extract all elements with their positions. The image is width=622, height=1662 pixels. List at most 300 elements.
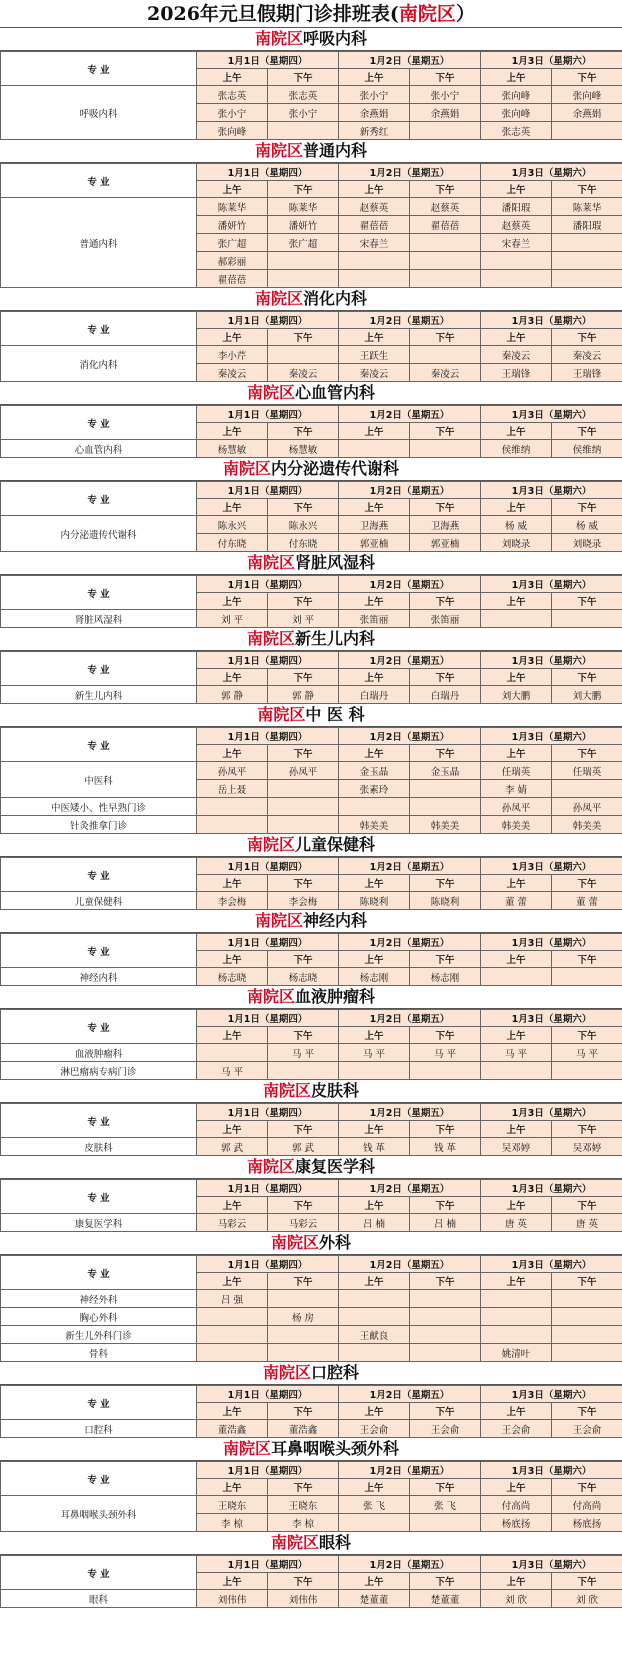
department-title (0, 140, 622, 163)
doctor-cell: 郭亚楠 (410, 534, 481, 552)
doctor-cell: 吕 楠 (339, 1214, 410, 1232)
doctor-cell: 楚董董 (410, 1590, 481, 1608)
morning-header: 上午 (481, 1121, 552, 1138)
specialty-header: 专 业 (1, 406, 197, 440)
morning-header: 上午 (339, 499, 410, 516)
date-header: 1月3日（星期六） (481, 312, 622, 329)
table-row (1, 1420, 622, 1438)
morning-header: 上午 (339, 1479, 410, 1496)
date-header: 1月3日（星期六） (481, 406, 622, 423)
doctor-cell: 付高尚 (481, 1496, 552, 1514)
date-header: 1月3日（星期六） (481, 1104, 622, 1121)
specialty-header: 专 业 (1, 1556, 197, 1590)
campus-label: 南院区 (254, 911, 303, 930)
doctor-cell: 李小芹 (197, 346, 268, 364)
specialty-cell: 呼吸内科 (1, 86, 197, 140)
doctor-cell (481, 1308, 552, 1326)
doctor-cell: 孙凤平 (552, 798, 622, 816)
morning-header: 上午 (481, 669, 552, 686)
doctor-cell: 张志英 (268, 86, 339, 104)
schedule-table (0, 1461, 622, 1532)
department-block (0, 1362, 622, 1438)
morning-header: 上午 (197, 1197, 268, 1214)
department-title (0, 1156, 622, 1179)
doctor-cell: 王会俞 (481, 1420, 552, 1438)
department-title (0, 1232, 622, 1255)
doctor-cell: 新秀红 (339, 122, 410, 140)
table-row (1, 1290, 622, 1308)
morning-header: 上午 (481, 423, 552, 440)
afternoon-header: 下午 (552, 1273, 622, 1290)
doctor-cell: 唐 英 (481, 1214, 552, 1232)
doctor-cell (339, 1514, 410, 1532)
doctor-cell: 金玉晶 (410, 762, 481, 780)
department-name: 眼科 (319, 1533, 352, 1552)
doctor-cell (481, 1062, 552, 1080)
afternoon-header: 下午 (552, 593, 622, 610)
doctor-cell (268, 1062, 339, 1080)
campus-label: 南院区 (270, 1533, 319, 1552)
department-name: 中 医 科 (305, 705, 365, 724)
date-header: 1月3日（星期六） (481, 164, 622, 181)
doctor-cell: 白瑞丹 (410, 686, 481, 704)
morning-header: 上午 (481, 181, 552, 198)
doctor-cell (339, 798, 410, 816)
doctor-cell (339, 440, 410, 458)
doctor-cell (339, 252, 410, 270)
doctor-cell: 白瑞丹 (339, 686, 410, 704)
doctor-cell: 卫海燕 (410, 516, 481, 534)
table-row (1, 516, 622, 534)
schedule-table (0, 311, 622, 382)
doctor-cell (552, 1290, 622, 1308)
morning-header: 上午 (339, 745, 410, 762)
department-block (0, 458, 622, 552)
doctor-cell: 郝彩丽 (197, 252, 268, 270)
department-block (0, 1156, 622, 1232)
schedule-table (0, 1009, 622, 1080)
department-title (0, 1532, 622, 1555)
doctor-cell (552, 780, 622, 798)
afternoon-header: 下午 (552, 951, 622, 968)
specialty-header: 专 业 (1, 312, 197, 346)
doctor-cell: 韩美美 (410, 816, 481, 834)
afternoon-header: 下午 (552, 745, 622, 762)
doctor-cell: 马 平 (410, 1044, 481, 1062)
specialty-cell: 内分泌遗传代谢科 (1, 516, 197, 552)
table-row (1, 892, 622, 910)
campus-label: 南院区 (254, 289, 303, 308)
department-block (0, 1438, 622, 1532)
doctor-cell: 卫海燕 (339, 516, 410, 534)
specialty-cell: 骨科 (1, 1344, 197, 1362)
doctor-cell: 张向峰 (197, 122, 268, 140)
morning-header: 上午 (197, 499, 268, 516)
doctor-cell: 董浩鑫 (268, 1420, 339, 1438)
doctor-cell: 陈莱华 (268, 198, 339, 216)
doctor-cell: 翟蓓蓓 (339, 216, 410, 234)
afternoon-header: 下午 (268, 69, 339, 86)
doctor-cell: 张向峰 (481, 86, 552, 104)
department-block (0, 704, 622, 834)
morning-header: 上午 (197, 181, 268, 198)
doctor-cell: 吴邓婷 (552, 1138, 622, 1156)
doctor-cell (197, 1308, 268, 1326)
date-header: 1月2日（星期五） (339, 1104, 481, 1121)
doctor-cell: 郭 静 (268, 686, 339, 704)
afternoon-header: 下午 (410, 423, 481, 440)
doctor-cell: 杨 房 (268, 1308, 339, 1326)
doctor-cell (197, 1326, 268, 1344)
table-row (1, 198, 622, 216)
date-header: 1月2日（星期五） (339, 1180, 481, 1197)
doctor-cell: 潘妍竹 (268, 216, 339, 234)
morning-header: 上午 (197, 1573, 268, 1590)
schedule-table (0, 163, 622, 288)
page-title (0, 0, 622, 28)
doctor-cell: 杨志刚 (410, 968, 481, 986)
title-prefix: 2026年元旦假期门诊排班表( (147, 3, 399, 25)
doctor-cell (552, 1308, 622, 1326)
doctor-cell: 王晓东 (197, 1496, 268, 1514)
specialty-cell: 新生儿外科门诊 (1, 1326, 197, 1344)
doctor-cell: 潘阳瑕 (481, 198, 552, 216)
morning-header: 上午 (197, 593, 268, 610)
doctor-cell: 陈晓利 (339, 892, 410, 910)
doctor-cell (268, 270, 339, 288)
doctor-cell: 金玉晶 (339, 762, 410, 780)
specialty-header: 专 业 (1, 1256, 197, 1290)
doctor-cell: 董浩鑫 (197, 1420, 268, 1438)
campus-label: 南院区 (222, 1439, 271, 1458)
doctor-cell: 秦凌云 (410, 364, 481, 382)
afternoon-header: 下午 (268, 181, 339, 198)
doctor-cell: 杨慧敏 (268, 440, 339, 458)
doctor-cell: 郭 静 (197, 686, 268, 704)
campus-label: 南院区 (246, 835, 295, 854)
doctor-cell (410, 1326, 481, 1344)
doctor-cell (410, 1290, 481, 1308)
department-block (0, 140, 622, 288)
table-row (1, 1214, 622, 1232)
table-row (1, 346, 622, 364)
doctor-cell (481, 252, 552, 270)
schedule-table (0, 727, 622, 834)
doctor-cell: 刘伟伟 (197, 1590, 268, 1608)
department-title (0, 1080, 622, 1103)
specialty-cell: 耳鼻咽喉头颈外科 (1, 1496, 197, 1532)
date-header: 1月2日（星期五） (339, 1010, 481, 1027)
doctor-cell (268, 122, 339, 140)
department-title (0, 28, 622, 51)
specialty-header: 专 业 (1, 934, 197, 968)
doctor-cell (552, 1344, 622, 1362)
afternoon-header: 下午 (552, 499, 622, 516)
afternoon-header: 下午 (268, 745, 339, 762)
table-row (1, 1062, 622, 1080)
department-name: 血液肿瘤科 (295, 987, 376, 1006)
date-header: 1月2日（星期五） (339, 934, 481, 951)
date-header: 1月1日（星期四） (197, 482, 339, 499)
morning-header: 上午 (197, 745, 268, 762)
doctor-cell: 翟蓓蓓 (197, 270, 268, 288)
doctor-cell: 岳上聂 (197, 780, 268, 798)
morning-header: 上午 (339, 1403, 410, 1420)
doctor-cell: 赵蔡英 (481, 216, 552, 234)
date-header: 1月1日（星期四） (197, 1462, 339, 1479)
department-block (0, 986, 622, 1080)
department-title (0, 382, 622, 405)
department-block (0, 552, 622, 628)
doctor-cell (339, 1344, 410, 1362)
date-header: 1月3日（星期六） (481, 1010, 622, 1027)
specialty-cell: 淋巴瘤病专病门诊 (1, 1062, 197, 1080)
date-header: 1月3日（星期六） (481, 1556, 622, 1573)
department-block (0, 834, 622, 910)
afternoon-header: 下午 (268, 499, 339, 516)
afternoon-header: 下午 (268, 875, 339, 892)
date-header: 1月3日（星期六） (481, 1386, 622, 1403)
date-header: 1月2日（星期五） (339, 858, 481, 875)
doctor-cell: 陈永兴 (197, 516, 268, 534)
afternoon-header: 下午 (410, 1573, 481, 1590)
specialty-header: 专 业 (1, 1104, 197, 1138)
specialty-header: 专 业 (1, 858, 197, 892)
afternoon-header: 下午 (410, 329, 481, 346)
specialty-cell: 康复医学科 (1, 1214, 197, 1232)
doctor-cell (268, 798, 339, 816)
afternoon-header: 下午 (268, 1121, 339, 1138)
campus-label: 南院区 (222, 459, 271, 478)
specialty-cell: 儿童保健科 (1, 892, 197, 910)
doctor-cell: 李 椋 (197, 1514, 268, 1532)
morning-header: 上午 (339, 875, 410, 892)
title-suffix: ） (455, 3, 475, 25)
doctor-cell (410, 798, 481, 816)
doctor-cell: 宋春兰 (339, 234, 410, 252)
doctor-cell: 张广超 (197, 234, 268, 252)
afternoon-header: 下午 (410, 1403, 481, 1420)
doctor-cell: 杨志刚 (339, 968, 410, 986)
afternoon-header: 下午 (552, 1027, 622, 1044)
campus-label: 南院区 (254, 29, 303, 48)
doctor-cell (410, 1344, 481, 1362)
doctor-cell (197, 1044, 268, 1062)
afternoon-header: 下午 (410, 69, 481, 86)
department-name: 呼吸内科 (303, 29, 368, 48)
afternoon-header: 下午 (268, 1027, 339, 1044)
date-header: 1月1日（星期四） (197, 934, 339, 951)
morning-header: 上午 (481, 329, 552, 346)
doctor-cell (410, 1308, 481, 1326)
afternoon-header: 下午 (268, 1573, 339, 1590)
department-title (0, 986, 622, 1009)
department-title (0, 288, 622, 311)
doctor-cell: 吕 强 (197, 1290, 268, 1308)
morning-header: 上午 (339, 1573, 410, 1590)
doctor-cell: 宋春兰 (481, 234, 552, 252)
doctor-cell: 任瑞英 (481, 762, 552, 780)
date-header: 1月2日（星期五） (339, 728, 481, 745)
doctor-cell: 余燕娟 (339, 104, 410, 122)
date-header: 1月1日（星期四） (197, 312, 339, 329)
doctor-cell (197, 816, 268, 834)
doctor-cell: 钱 革 (410, 1138, 481, 1156)
afternoon-header: 下午 (410, 1027, 481, 1044)
date-header: 1月1日（星期四） (197, 1010, 339, 1027)
campus-label: 南院区 (246, 987, 295, 1006)
table-row (1, 1044, 622, 1062)
schedule-table (0, 1103, 622, 1156)
doctor-cell (410, 122, 481, 140)
date-header: 1月2日（星期五） (339, 652, 481, 669)
afternoon-header: 下午 (552, 669, 622, 686)
specialty-header: 专 业 (1, 576, 197, 610)
schedule-table (0, 481, 622, 552)
table-row (1, 686, 622, 704)
date-header: 1月1日（星期四） (197, 728, 339, 745)
morning-header: 上午 (197, 329, 268, 346)
morning-header: 上午 (481, 875, 552, 892)
doctor-cell: 郭 武 (268, 1138, 339, 1156)
morning-header: 上午 (339, 423, 410, 440)
morning-header: 上午 (197, 423, 268, 440)
morning-header: 上午 (197, 69, 268, 86)
date-header: 1月1日（星期四） (197, 164, 339, 181)
doctor-cell: 董 蕾 (552, 892, 622, 910)
table-row (1, 610, 622, 628)
morning-header: 上午 (481, 593, 552, 610)
afternoon-header: 下午 (552, 875, 622, 892)
table-row (1, 816, 622, 834)
doctor-cell: 秦凌云 (197, 364, 268, 382)
specialty-cell: 口腔科 (1, 1420, 197, 1438)
doctor-cell (410, 270, 481, 288)
doctor-cell: 张广超 (268, 234, 339, 252)
afternoon-header: 下午 (268, 669, 339, 686)
specialty-cell: 肾脏风湿科 (1, 610, 197, 628)
afternoon-header: 下午 (410, 1121, 481, 1138)
morning-header: 上午 (481, 499, 552, 516)
department-title (0, 458, 622, 481)
afternoon-header: 下午 (552, 1573, 622, 1590)
department-name: 普通内科 (303, 141, 368, 160)
doctor-cell: 赵蔡英 (339, 198, 410, 216)
schedule-table (0, 933, 622, 986)
doctor-cell: 张 飞 (410, 1496, 481, 1514)
doctor-cell: 李 椋 (268, 1514, 339, 1532)
doctor-cell (481, 270, 552, 288)
doctor-cell (410, 234, 481, 252)
doctor-cell: 任瑞英 (552, 762, 622, 780)
afternoon-header: 下午 (410, 1273, 481, 1290)
specialty-cell: 皮肤科 (1, 1138, 197, 1156)
doctor-cell: 刘 平 (197, 610, 268, 628)
doctor-cell: 张小宁 (410, 86, 481, 104)
morning-header: 上午 (197, 875, 268, 892)
doctor-cell: 陈莱华 (197, 198, 268, 216)
doctor-cell: 杨底扬 (481, 1514, 552, 1532)
date-header: 1月1日（星期四） (197, 52, 339, 69)
date-header: 1月2日（星期五） (339, 1256, 481, 1273)
doctor-cell: 王跃生 (339, 346, 410, 364)
table-row (1, 440, 622, 458)
afternoon-header: 下午 (268, 1403, 339, 1420)
doctor-cell: 赵蔡英 (410, 198, 481, 216)
morning-header: 上午 (339, 181, 410, 198)
doctor-cell (552, 270, 622, 288)
specialty-cell: 神经外科 (1, 1290, 197, 1308)
date-header: 1月1日（星期四） (197, 1556, 339, 1573)
department-title (0, 1362, 622, 1385)
doctor-cell (552, 1062, 622, 1080)
doctor-cell: 翟蓓蓓 (410, 216, 481, 234)
department-block (0, 288, 622, 382)
doctor-cell: 杨 威 (481, 516, 552, 534)
doctor-cell: 刘晓录 (552, 534, 622, 552)
doctor-cell: 吕 楠 (410, 1214, 481, 1232)
morning-header: 上午 (481, 1403, 552, 1420)
date-header: 1月3日（星期六） (481, 858, 622, 875)
doctor-cell: 韩美美 (339, 816, 410, 834)
doctor-cell: 孙凤平 (481, 798, 552, 816)
afternoon-header: 下午 (552, 1403, 622, 1420)
department-block (0, 1232, 622, 1362)
doctor-cell: 韩美美 (552, 816, 622, 834)
afternoon-header: 下午 (410, 181, 481, 198)
morning-header: 上午 (197, 1403, 268, 1420)
campus-label: 南院区 (246, 629, 295, 648)
doctor-cell: 潘妍竹 (197, 216, 268, 234)
campus-label: 南院区 (246, 383, 295, 402)
morning-header: 上午 (481, 69, 552, 86)
doctor-cell: 杨志晓 (197, 968, 268, 986)
doctor-cell: 侯维纳 (481, 440, 552, 458)
doctor-cell (268, 1290, 339, 1308)
doctor-cell: 马彩云 (268, 1214, 339, 1232)
campus-label: 南院区 (246, 553, 295, 572)
doctor-cell (197, 1344, 268, 1362)
department-block (0, 910, 622, 986)
specialty-cell: 中医矮小、性早熟门诊 (1, 798, 197, 816)
date-header: 1月2日（星期五） (339, 52, 481, 69)
doctor-cell (268, 346, 339, 364)
morning-header: 上午 (197, 1027, 268, 1044)
afternoon-header: 下午 (410, 951, 481, 968)
doctor-cell: 杨志晓 (268, 968, 339, 986)
department-name: 儿童保健科 (295, 835, 376, 854)
specialty-header: 专 业 (1, 1386, 197, 1420)
department-block (0, 628, 622, 704)
doctor-cell: 唐 英 (552, 1214, 622, 1232)
doctor-cell (552, 252, 622, 270)
date-header: 1月3日（星期六） (481, 934, 622, 951)
schedule-table (0, 1179, 622, 1232)
department-name: 耳鼻咽喉头颈外科 (271, 1439, 400, 1458)
table-row (1, 1344, 622, 1362)
doctor-cell: 马 平 (481, 1044, 552, 1062)
date-header: 1月2日（星期五） (339, 1556, 481, 1573)
department-name: 皮肤科 (311, 1081, 360, 1100)
doctor-cell: 付东晓 (197, 534, 268, 552)
table-row (1, 1138, 622, 1156)
doctor-cell: 王会俞 (339, 1420, 410, 1438)
doctor-cell: 张小宁 (339, 86, 410, 104)
doctor-cell: 张向峰 (481, 104, 552, 122)
afternoon-header: 下午 (552, 423, 622, 440)
doctor-cell: 李会梅 (268, 892, 339, 910)
date-header: 1月2日（星期五） (339, 482, 481, 499)
